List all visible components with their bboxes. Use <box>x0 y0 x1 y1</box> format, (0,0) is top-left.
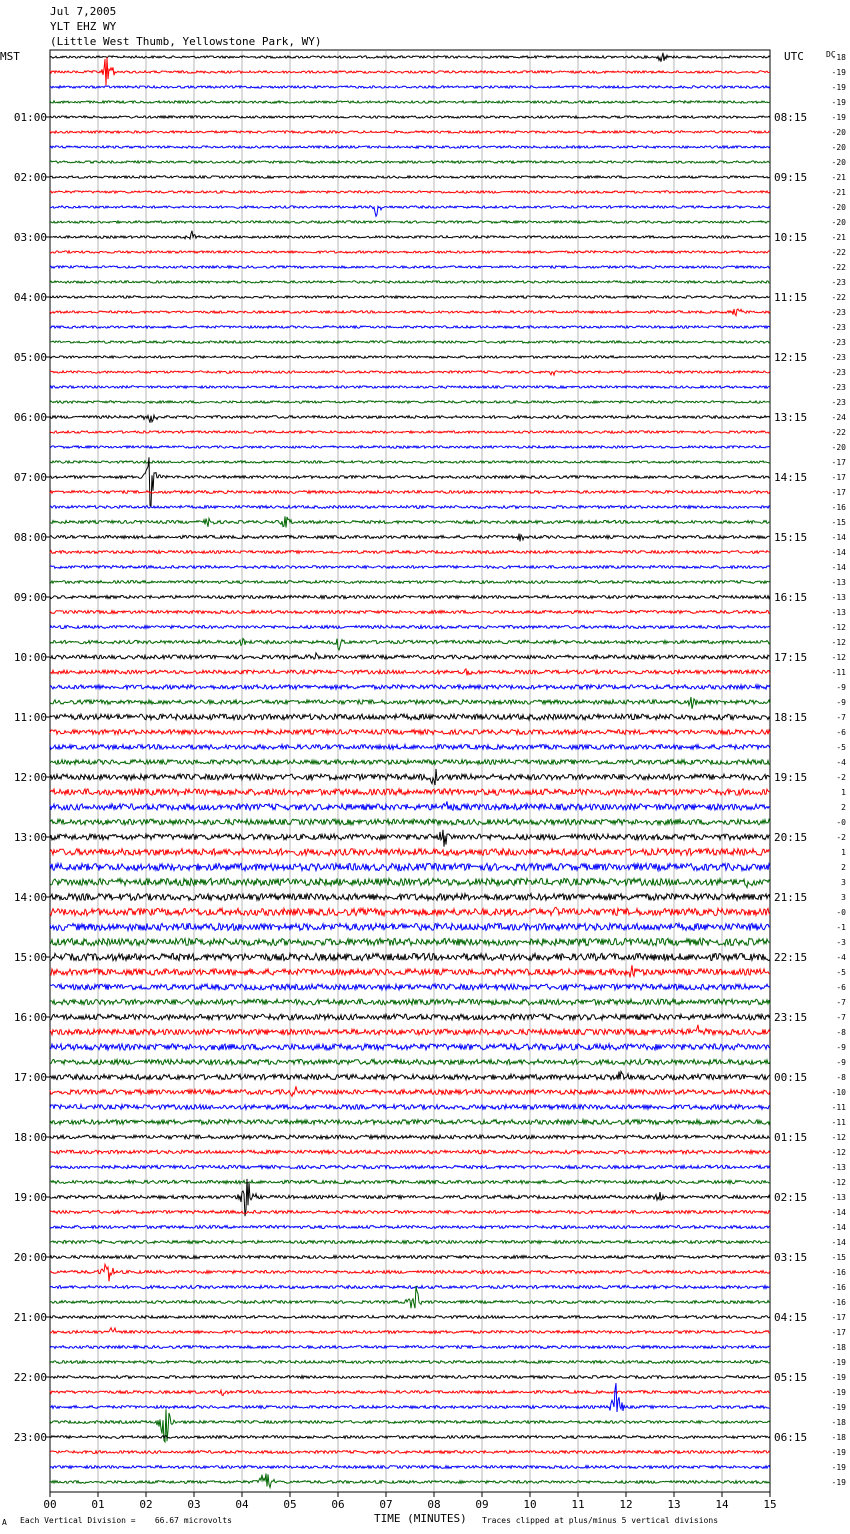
dc-offset-label: -23 <box>831 353 846 362</box>
trace-row <box>50 341 770 343</box>
dc-offset-label: -16 <box>831 1283 846 1292</box>
trace-row <box>50 506 770 509</box>
dc-offset-label: -3 <box>836 938 846 947</box>
trace-row <box>50 653 770 659</box>
trace-row <box>50 116 770 118</box>
trace-row <box>50 789 770 795</box>
right-hour-label: 21:15 <box>774 891 808 904</box>
trace-row <box>50 769 770 785</box>
dc-offset-label: -2 <box>836 773 846 782</box>
dc-offset-label: -18 <box>831 53 846 62</box>
trace-row <box>50 206 770 217</box>
dc-offset-label: -23 <box>831 338 846 347</box>
x-tick-label: 02 <box>139 1498 153 1511</box>
dc-offset-label: -0 <box>836 908 846 917</box>
left-hour-label: 02:00 <box>13 171 47 184</box>
dc-offset-label: -19 <box>831 1463 846 1472</box>
dc-offset-label: -14 <box>831 1208 846 1217</box>
x-tick-label: 12 <box>619 1498 633 1511</box>
dc-offset-label: -13 <box>831 1193 846 1202</box>
trace-row <box>50 1466 770 1469</box>
trace-row <box>50 1025 770 1035</box>
right-hour-label: 13:15 <box>774 411 808 424</box>
trace-row <box>50 1071 770 1079</box>
dc-offset-label: -17 <box>831 458 846 467</box>
dc-offset-label: -19 <box>831 1388 846 1397</box>
dc-offset-label: -7 <box>836 713 846 722</box>
x-tick-label: 06 <box>331 1498 345 1511</box>
dc-offset-label: -7 <box>836 1013 846 1022</box>
trace-row <box>50 415 770 423</box>
x-tick-label: 05 <box>283 1498 297 1511</box>
trace-row <box>50 371 770 375</box>
dc-offset-label: -6 <box>836 983 846 992</box>
trace-row <box>50 1180 770 1183</box>
trace-row <box>50 745 770 750</box>
dc-column-label: DC <box>826 50 836 59</box>
x-tick-label: 13 <box>667 1498 681 1511</box>
dc-offset-label: -4 <box>836 953 846 962</box>
dc-offset-label: 2 <box>841 863 846 872</box>
trace-row <box>50 1285 770 1288</box>
dc-offset-label: -13 <box>831 1163 846 1172</box>
x-tick-label: 01 <box>91 1498 105 1511</box>
dc-offset-label: -13 <box>831 578 846 587</box>
left-hour-label: 21:00 <box>13 1311 47 1324</box>
left-hour-label: 10:00 <box>13 651 47 664</box>
trace-row <box>50 457 770 506</box>
trace-row <box>50 581 770 584</box>
trace-row <box>50 1165 770 1168</box>
x-tick-label: 15 <box>763 1498 777 1511</box>
x-tick-label: 11 <box>571 1498 585 1511</box>
trace-row <box>50 86 770 88</box>
dc-offset-label: -23 <box>831 323 846 332</box>
trace-row <box>50 1225 770 1228</box>
dc-offset-label: -21 <box>831 173 846 182</box>
dc-offset-label: -19 <box>831 113 846 122</box>
dc-offset-label: -24 <box>831 413 846 422</box>
dc-offset-label: -14 <box>831 563 846 572</box>
dc-offset-label: -23 <box>831 308 846 317</box>
dc-offset-label: -20 <box>831 128 846 137</box>
dc-offset-label: -9 <box>836 698 846 707</box>
right-hour-label: 08:15 <box>774 111 808 124</box>
dc-offset-label: -20 <box>831 218 846 227</box>
trace-row <box>50 1135 770 1139</box>
trace-row <box>50 296 770 298</box>
trace-row <box>50 1120 770 1125</box>
left-hour-label: 01:00 <box>13 111 47 124</box>
trace-row <box>50 516 770 527</box>
trace-row <box>50 1014 770 1020</box>
x-axis-title: TIME (MINUTES) <box>374 1512 467 1525</box>
right-hour-label: 03:15 <box>774 1251 808 1264</box>
header-date: Jul 7,2005 <box>50 5 117 18</box>
x-tick-label: 10 <box>523 1498 537 1511</box>
trace-row <box>50 176 770 178</box>
right-hour-label: 19:15 <box>774 771 808 784</box>
trace-row <box>50 131 770 133</box>
right-hour-label: 20:15 <box>774 831 808 844</box>
trace-row <box>50 819 770 825</box>
dc-offset-label: -9 <box>836 1058 846 1067</box>
trace-row <box>50 1240 770 1243</box>
trace-row <box>50 491 770 494</box>
dc-offset-label: -17 <box>831 473 846 482</box>
trace-row <box>50 461 770 463</box>
trace-row <box>50 101 770 103</box>
left-hour-label: 03:00 <box>13 231 47 244</box>
trace-row <box>50 730 770 735</box>
trace-row <box>50 999 770 1005</box>
right-hour-label: 01:15 <box>774 1131 808 1144</box>
scale-note: Each Vertical Division = 66.67 microvolts <box>20 1516 232 1525</box>
left-hour-label: 19:00 <box>13 1191 47 1204</box>
dc-offset-label: -19 <box>831 1373 846 1382</box>
trace-row <box>50 1150 770 1154</box>
left-timezone-label: MST <box>0 50 20 63</box>
dc-offset-label: -13 <box>831 593 846 602</box>
dc-offset-label: -18 <box>831 1418 846 1427</box>
trace-row <box>50 1390 770 1395</box>
trace-row <box>50 53 770 62</box>
left-hour-label: 23:00 <box>13 1431 47 1444</box>
trace-row <box>50 1286 770 1308</box>
left-hour-label: 20:00 <box>13 1251 47 1264</box>
trace-row <box>50 1044 770 1050</box>
right-hour-label: 17:15 <box>774 651 808 664</box>
left-hour-label: 04:00 <box>13 291 47 304</box>
dc-offset-label: -15 <box>831 1253 846 1262</box>
dc-offset-label: -22 <box>831 263 846 272</box>
dc-offset-label: -7 <box>836 998 846 1007</box>
trace-row <box>50 965 770 977</box>
trace-row <box>50 669 770 676</box>
right-hour-label: 15:15 <box>774 531 808 544</box>
trace-row <box>50 326 770 328</box>
dc-offset-label: -23 <box>831 368 846 377</box>
trace-row <box>50 281 770 283</box>
trace-row <box>50 1086 770 1096</box>
right-hour-label: 05:15 <box>774 1371 808 1384</box>
left-hour-label: 16:00 <box>13 1011 47 1024</box>
right-hour-label: 00:15 <box>774 1071 808 1084</box>
left-hour-label: 11:00 <box>13 711 47 724</box>
dc-offset-label: -20 <box>831 143 846 152</box>
trace-row <box>50 878 770 887</box>
dc-offset-label: -17 <box>831 488 846 497</box>
dc-offset-label: -20 <box>831 158 846 167</box>
trace-row <box>50 191 770 193</box>
right-hour-label: 09:15 <box>774 171 808 184</box>
trace-row <box>50 760 770 765</box>
right-hour-label: 10:15 <box>774 231 808 244</box>
x-tick-label: 04 <box>235 1498 249 1511</box>
trace-row <box>50 1105 770 1110</box>
trace-row <box>50 146 770 148</box>
left-hour-label: 18:00 <box>13 1131 47 1144</box>
right-timezone-label: UTC <box>784 50 804 63</box>
dc-offset-label: -9 <box>836 1043 846 1052</box>
left-hour-label: 07:00 <box>13 471 47 484</box>
dc-offset-label: -19 <box>831 1358 846 1367</box>
dc-offset-label: -19 <box>831 1448 846 1457</box>
dc-offset-label: -20 <box>831 443 846 452</box>
right-hour-label: 06:15 <box>774 1431 808 1444</box>
dc-offset-label: 1 <box>841 788 846 797</box>
dc-offset-label: -12 <box>831 1148 846 1157</box>
trace-row <box>50 161 770 163</box>
trace-row <box>50 714 770 720</box>
x-tick-label: 09 <box>475 1498 489 1511</box>
trace-row <box>50 984 770 990</box>
trace-row <box>50 863 770 870</box>
dc-offset-label: -5 <box>836 968 846 977</box>
dc-offset-label: -19 <box>831 83 846 92</box>
trace-row <box>50 610 770 613</box>
right-hour-label: 18:15 <box>774 711 808 724</box>
dc-offset-label: -12 <box>831 638 846 647</box>
x-tick-label: 08 <box>427 1498 441 1511</box>
dc-offset-label: -4 <box>836 758 846 767</box>
dc-offset-label: 2 <box>841 803 846 812</box>
trace-row <box>50 356 770 358</box>
trace-row <box>50 446 770 448</box>
dc-offset-label: -8 <box>836 1028 846 1037</box>
dc-offset-label: -18 <box>831 1433 846 1442</box>
trace-row <box>50 1361 770 1364</box>
dc-offset-label: -16 <box>831 503 846 512</box>
x-tick-label: 07 <box>379 1498 393 1511</box>
dc-offset-label: -21 <box>831 233 846 242</box>
dc-offset-label: -12 <box>831 653 846 662</box>
trace-row <box>50 849 770 856</box>
dc-offset-label: -13 <box>831 608 846 617</box>
trace-row <box>50 697 770 709</box>
dc-offset-label: -20 <box>831 203 846 212</box>
dc-offset-label: -18 <box>831 1343 846 1352</box>
dc-offset-label: -12 <box>831 1178 846 1187</box>
dc-offset-label: -23 <box>831 278 846 287</box>
dc-offset-label: -12 <box>831 623 846 632</box>
dc-offset-label: -14 <box>831 533 846 542</box>
dc-offset-label: -17 <box>831 1328 846 1337</box>
clip-note: Traces clipped at plus/minus 5 vertical divisions <box>482 1516 719 1525</box>
dc-offset-label: -19 <box>831 98 846 107</box>
dc-offset-label: -19 <box>831 68 846 77</box>
left-hour-label: 17:00 <box>13 1071 47 1084</box>
plot-frame <box>50 50 770 1492</box>
trace-row <box>50 551 770 554</box>
dc-offset-label: -14 <box>831 1223 846 1232</box>
trace-row <box>50 1474 770 1488</box>
trace-row <box>50 431 770 433</box>
corner-mark: A <box>2 1518 7 1527</box>
dc-offset-label: -11 <box>831 1118 846 1127</box>
trace-row <box>50 1255 770 1258</box>
dc-offset-label: -2 <box>836 833 846 842</box>
trace-row <box>50 639 770 650</box>
dc-offset-label: -14 <box>831 548 846 557</box>
x-tick-label: 14 <box>715 1498 729 1511</box>
trace-row <box>50 401 770 403</box>
right-hour-label: 14:15 <box>774 471 808 484</box>
dc-offset-label: -9 <box>836 683 846 692</box>
dc-offset-label: 1 <box>841 848 846 857</box>
dc-offset-label: -23 <box>831 383 846 392</box>
right-hour-label: 02:15 <box>774 1191 808 1204</box>
dc-offset-label: -17 <box>831 1313 846 1322</box>
dc-offset-label: -16 <box>831 1298 846 1307</box>
dc-offset-label: -11 <box>831 1103 846 1112</box>
dc-offset-label: -22 <box>831 428 846 437</box>
trace-row <box>50 953 770 960</box>
trace-row <box>50 1211 770 1214</box>
trace-row <box>50 1328 770 1334</box>
trace-row <box>50 566 770 569</box>
header-station: YLT EHZ WY <box>50 20 117 33</box>
dc-offset-label: -22 <box>831 248 846 257</box>
trace-row <box>50 57 770 85</box>
left-hour-label: 09:00 <box>13 591 47 604</box>
dc-offset-label: -16 <box>831 1268 846 1277</box>
left-hour-label: 06:00 <box>13 411 47 424</box>
dc-offset-label: -11 <box>831 668 846 677</box>
trace-row <box>50 1436 770 1439</box>
trace-row <box>50 801 770 810</box>
trace-row <box>50 1383 770 1412</box>
trace-row <box>50 1059 770 1064</box>
dc-offset-label: 3 <box>841 878 846 887</box>
dc-offset-label: -19 <box>831 1478 846 1487</box>
header-location: (Little West Thumb, Yellowstone Park, WY) <box>50 35 322 48</box>
right-hour-label: 16:15 <box>774 591 808 604</box>
dc-offset-label: -1 <box>836 923 846 932</box>
left-hour-label: 14:00 <box>13 891 47 904</box>
trace-row <box>50 221 770 223</box>
right-hour-label: 12:15 <box>774 351 808 364</box>
trace-row <box>50 1346 770 1349</box>
x-tick-label: 00 <box>43 1498 57 1511</box>
dc-offset-label: -23 <box>831 398 846 407</box>
trace-row <box>50 938 770 945</box>
dc-offset-label: -8 <box>836 1073 846 1082</box>
dc-offset-label: 3 <box>841 893 846 902</box>
left-hour-label: 15:00 <box>13 951 47 964</box>
dc-offset-label: -10 <box>831 1088 846 1097</box>
trace-row <box>50 595 770 598</box>
left-hour-label: 22:00 <box>13 1371 47 1384</box>
dc-offset-label: -12 <box>831 1133 846 1142</box>
trace-row <box>50 1316 770 1319</box>
trace-row <box>50 923 770 930</box>
left-hour-label: 05:00 <box>13 351 47 364</box>
right-hour-label: 11:15 <box>774 291 808 304</box>
dc-offset-label: -22 <box>831 293 846 302</box>
trace-row <box>50 625 770 628</box>
trace-row <box>50 830 770 847</box>
dc-offset-label: -19 <box>831 1403 846 1412</box>
left-hour-label: 08:00 <box>13 531 47 544</box>
dc-offset-label: -15 <box>831 518 846 527</box>
trace-row <box>50 534 770 542</box>
trace-row <box>50 266 770 268</box>
right-hour-label: 04:15 <box>774 1311 808 1324</box>
dc-offset-label: -21 <box>831 188 846 197</box>
dc-offset-label: -14 <box>831 1238 846 1247</box>
trace-row <box>50 386 770 388</box>
right-hour-label: 23:15 <box>774 1011 808 1024</box>
left-hour-label: 12:00 <box>13 771 47 784</box>
dc-offset-label: -5 <box>836 743 846 752</box>
dc-offset-label: -6 <box>836 728 846 737</box>
trace-row <box>50 1451 770 1454</box>
trace-row <box>50 1376 770 1379</box>
x-tick-label: 03 <box>187 1498 201 1511</box>
trace-row <box>50 907 770 915</box>
trace-row <box>50 251 770 253</box>
right-hour-label: 22:15 <box>774 951 808 964</box>
trace-row <box>50 685 770 689</box>
dc-offset-label: -0 <box>836 818 846 827</box>
left-hour-label: 13:00 <box>13 831 47 844</box>
trace-row <box>50 309 770 316</box>
trace-row <box>50 231 770 239</box>
trace-row <box>50 894 770 901</box>
trace-row <box>50 1264 770 1281</box>
